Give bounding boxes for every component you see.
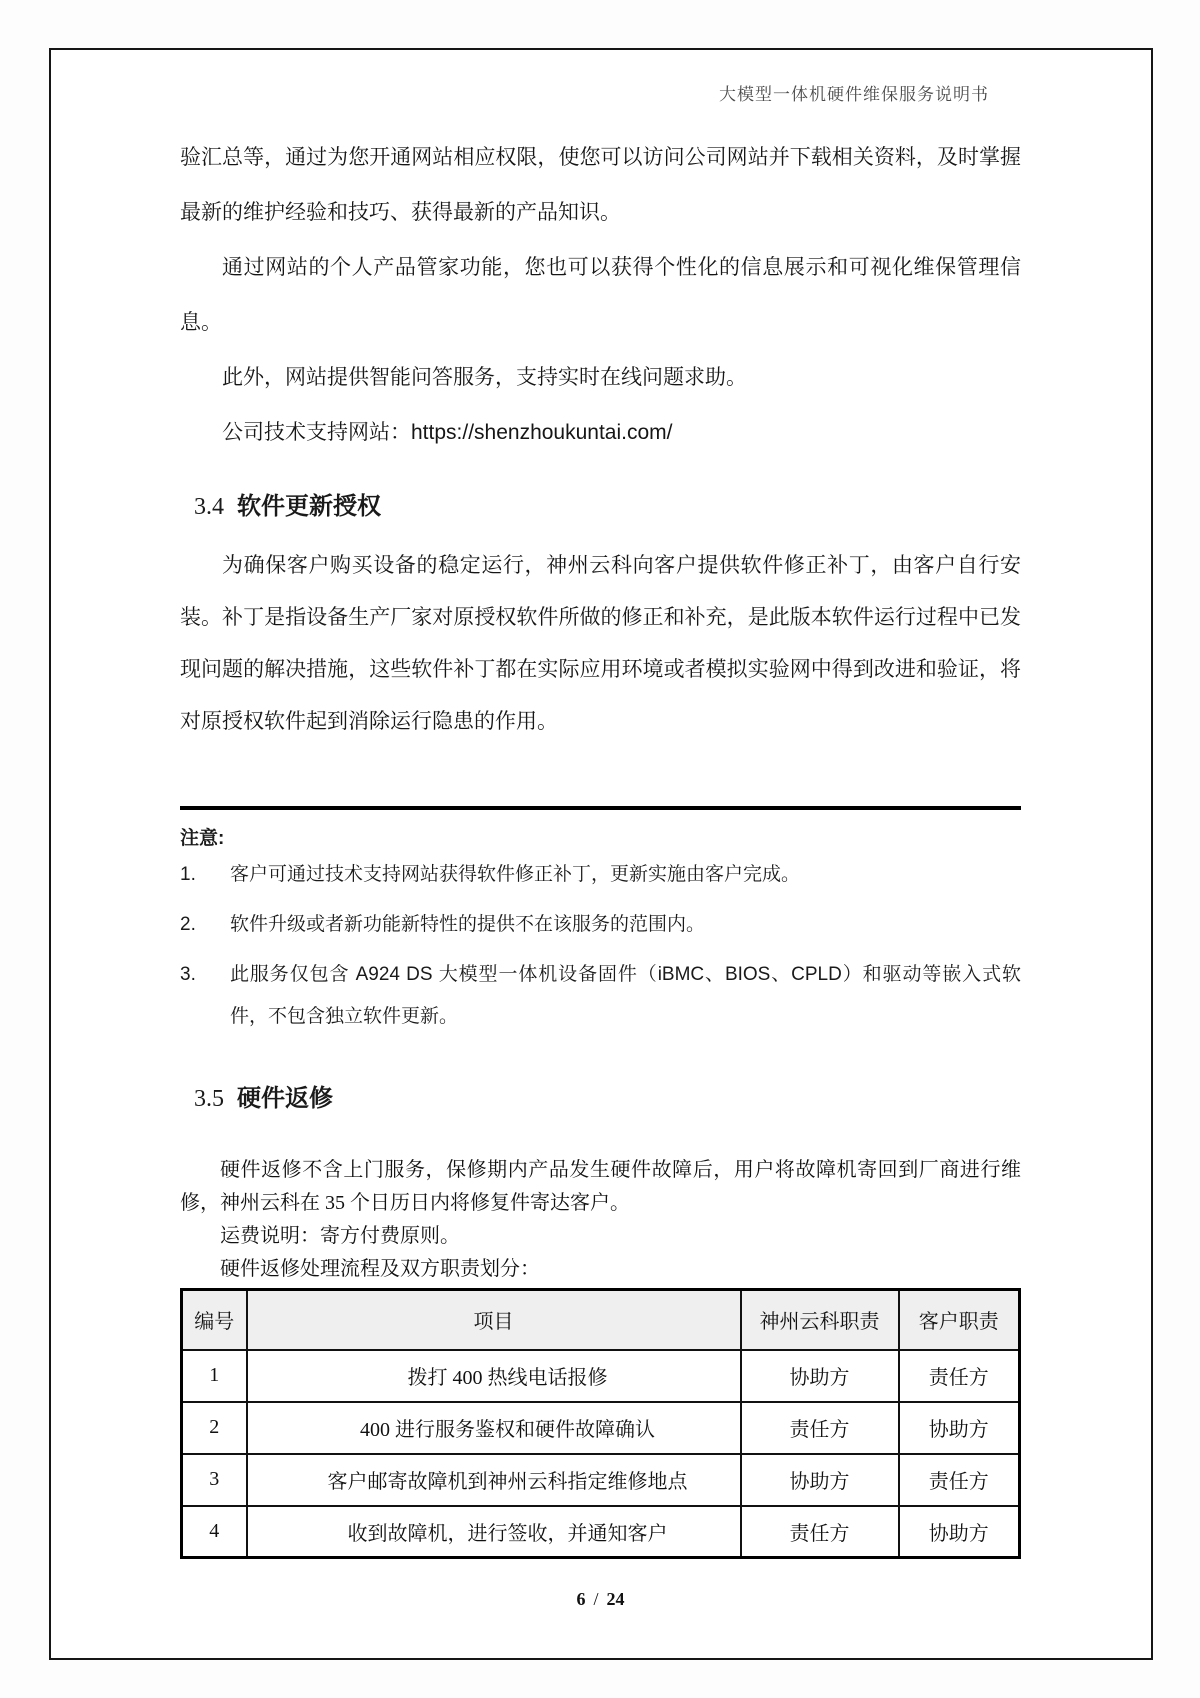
note-item-1-text: 客户可通过技术支持网站获得软件修正补丁，更新实施由客户完成。: [230, 864, 801, 885]
note-item-3-text: 此服务仅包含 A924 DS 大模型一体机设备固件（iBMC、BIOS、CPLD）和驱动等嵌入式软件，不包含独立软件更新。: [230, 964, 1021, 1027]
cell-row1-item: 拨打 400 热线电话报修: [247, 1350, 741, 1402]
cell-row1-vendor: 协助方: [741, 1350, 899, 1402]
cell-row4-vendor: 责任方: [741, 1506, 899, 1558]
cell-row3-number: 3: [182, 1454, 247, 1506]
note-list: [180, 862, 1021, 1038]
responsibility-table-head: [182, 1290, 1020, 1350]
intro-paragraph-support-website: 公司技术支持网站：https://shenzhoukuntai.com/: [222, 421, 673, 444]
note-label: 注意:: [180, 828, 225, 849]
note-divider-rule: [180, 806, 1021, 810]
note-item-1: [180, 862, 1021, 896]
return-policy-paragraph: 硬件返修不含上门服务，保修期内产品发生硬件故障后，用户将故障机寄回到厂商进行维修，神州云科在 35 个日历日内将修复件寄达客户。: [180, 1159, 1021, 1214]
table-row: [182, 1454, 1020, 1506]
section-number-3-5: 3.5: [194, 1086, 224, 1112]
section-3-4-body: 为确保客户购买设备的稳定运行，神州云科向客户提供软件修正补丁，由客户自行安装。补丁是指设备生产厂家对原授权软件所做的修正和补充，是此版本软件运行过程中已发现问题的解决措施，这些软件补丁都在实际应用环境或者模拟实验网中得到改进和验证，将对原授权软件起到消除运行隐患的作用。: [180, 554, 1021, 733]
note-item-2-text: 软件升级或者新功能新特性的提供不在该服务的范围内。: [230, 914, 706, 935]
section-heading-3-4: [180, 492, 1021, 522]
header-cell-customer-duty: 客户职责: [899, 1290, 1020, 1350]
section-3-5-body: [180, 1154, 1021, 1286]
section-heading-3-5: [180, 1084, 1021, 1114]
intro-section: [180, 130, 1021, 460]
note-item-3: [180, 962, 1021, 1038]
header-cell-number: 编号: [182, 1290, 247, 1350]
shipping-fee-paragraph: 运费说明：寄方付费原则。: [220, 1225, 460, 1247]
intro-paragraph-continuation: 验汇总等，通过为您开通网站相应权限，使您可以访问公司网站并下载相关资料，及时掌握最新的维护经验和技巧、获得最新的产品知识。: [180, 146, 1021, 224]
note-item-2: [180, 912, 1021, 946]
cell-row4-number: 4: [182, 1506, 247, 1558]
responsibility-table: [180, 1288, 1021, 1559]
running-header-title: 大模型一体机硬件维保服务说明书: [719, 85, 989, 104]
cell-row3-item: 客户邮寄故障机到神州云科指定维修地点: [247, 1454, 741, 1506]
cell-row1-number: 1: [182, 1350, 247, 1402]
cell-row1-customer: 责任方: [899, 1350, 1020, 1402]
page-footer: [180, 1589, 1021, 1610]
footer-current-page: 6: [576, 1589, 586, 1609]
header-cell-vendor-duty: 神州云科职责: [741, 1290, 899, 1350]
cell-row3-customer: 责任方: [899, 1454, 1020, 1506]
note-item-2-number: 2.: [180, 914, 196, 935]
footer-separator: /: [593, 1589, 599, 1609]
table-row: [182, 1506, 1020, 1558]
section-number-3-4: 3.4: [194, 494, 224, 520]
table-row: [182, 1402, 1020, 1454]
cell-row2-vendor: 责任方: [741, 1402, 899, 1454]
responsibility-table-body: [182, 1350, 1020, 1558]
table-lead-in-paragraph: 硬件返修处理流程及双方职责划分：: [220, 1258, 540, 1280]
intro-paragraph-qa-service: 此外，网站提供智能问答服务，支持实时在线问题求助。: [222, 366, 747, 389]
table-row: [182, 1350, 1020, 1402]
cell-row3-vendor: 协助方: [741, 1454, 899, 1506]
footer-total-pages: 24: [606, 1589, 625, 1609]
header-cell-item: 项目: [247, 1290, 741, 1350]
intro-paragraph-product-manager: 通过网站的个人产品管家功能，您也可以获得个性化的信息展示和可视化维保管理信息。: [180, 256, 1021, 334]
cell-row4-customer: 协助方: [899, 1506, 1020, 1558]
cell-row2-number: 2: [182, 1402, 247, 1454]
section-title-hardware-return: 硬件返修: [237, 1085, 333, 1112]
note-item-3-number: 3.: [180, 964, 196, 985]
section-title-software-update: 软件更新授权: [237, 493, 381, 520]
cell-row2-item: 400 进行服务鉴权和硬件故障确认: [247, 1402, 741, 1454]
table-header-row: [182, 1290, 1020, 1350]
note-item-1-number: 1.: [180, 864, 196, 885]
cell-row4-item: 收到故障机，进行签收，并通知客户: [247, 1506, 741, 1558]
document-page: [49, 48, 1153, 1660]
cell-row2-customer: 协助方: [899, 1402, 1020, 1454]
